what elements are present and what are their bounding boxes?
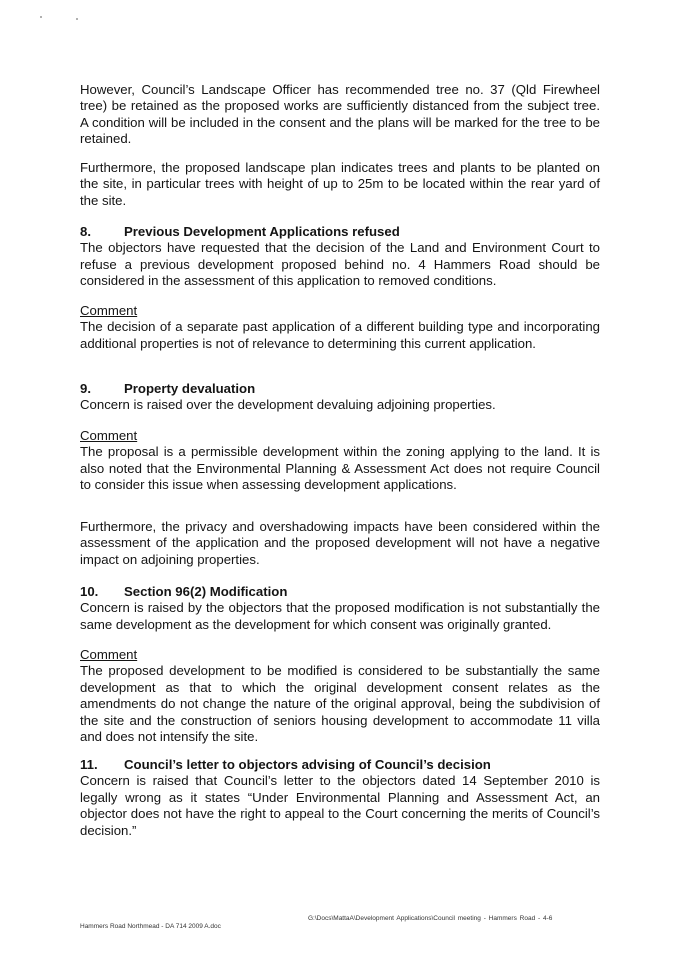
section-9 — [80, 381, 600, 414]
comment-label: Comment — [80, 303, 138, 318]
comment-text: The proposed development to be modified is considered to be substantially the same development as that to which the original development consent relates as the amendments do not change the nature of the original approval, being the subdivision of the site and the construction of seniors housing development to accommodate 11 villa and does not intensify the site. — [80, 663, 600, 745]
comment-text: The decision of a separate past application of a different building type and incorporating additional properties is not of relevance to determining this current application. — [80, 319, 600, 351]
scan-speck — [40, 16, 42, 18]
scan-speck — [76, 18, 78, 20]
section-title: Property devaluation — [124, 381, 256, 396]
section-8 — [80, 224, 600, 290]
section-title: Council’s letter to objectors advising of Council’s decision — [124, 757, 491, 772]
footer-filename: Hammers Road Northmead - DA 714 2009 A.doc — [80, 923, 221, 930]
intro-paragraph-2 — [80, 160, 600, 209]
section-heading — [80, 224, 600, 240]
comment-label: Comment — [80, 647, 138, 662]
section-text: Concern is raised over the development devaluing adjoining properties. — [80, 397, 496, 413]
section-title: Section 96(2) Modification — [124, 584, 288, 599]
section-number: 11. — [80, 757, 98, 772]
paragraph-text: Furthermore, the privacy and overshadowing impacts have been considered within the assessment of the application and the proposed development will not have a negative impact on adjoining properties. — [80, 519, 600, 567]
section-10-comment — [80, 647, 600, 745]
paragraph-text: Furthermore, the proposed landscape plan indicates trees and plants to be planted on the site, in particular trees with height of up to 25m to be located within the rear yard of the site. — [80, 160, 600, 208]
section-text: Concern is raised by the objectors that the proposed modification is not substantially the same development as the development for which consent was originally granted. — [80, 600, 600, 632]
section-number: 9. — [80, 381, 91, 396]
section-heading — [80, 584, 600, 600]
section-text: The objectors have requested that the decision of the Land and Environment Court to refuse a previous development proposed behind no. 4 Hammers Road should be considered in the assessment of this application to removed conditions. — [80, 240, 600, 289]
section-9-extra — [80, 519, 600, 568]
section-number: 8. — [80, 224, 91, 239]
comment-label: Comment — [80, 428, 138, 443]
section-heading — [80, 757, 600, 773]
section-8-comment — [80, 303, 600, 352]
section-title: Previous Development Applications refused — [124, 224, 400, 239]
intro-paragraph-1 — [80, 82, 600, 148]
comment-text: The proposal is a permissible development within the zoning applying to the land. It is also noted that the Environmental Planning & Assessment Act does not require Council to consider this issue when assessing development applications. — [80, 444, 600, 493]
section-9-comment — [80, 428, 600, 494]
section-number: 10. — [80, 584, 99, 599]
section-11 — [80, 757, 600, 839]
section-heading — [80, 381, 600, 397]
footer-path: G:\Docs\MattaA\Development Applications\Council meeting - Hammers Road - 4-6 — [308, 915, 553, 922]
section-10 — [80, 584, 600, 633]
section-text: Concern is raised that Council’s letter to the objectors dated 14 September 2010 is legally wrong as it states “Under Environmental Planning and Assessment Act, an objector does not have the right to appeal to the Court concerning the merits of Council’s decision.” — [80, 773, 600, 838]
paragraph-text: However, Council’s Landscape Officer has recommended tree no. 37 (Qld Firewheel tree) be retained as the proposed works are sufficiently distanced from the subject tree. A condition will be included in the consent and the plans will be marked for the tree to be retained. — [80, 82, 600, 147]
